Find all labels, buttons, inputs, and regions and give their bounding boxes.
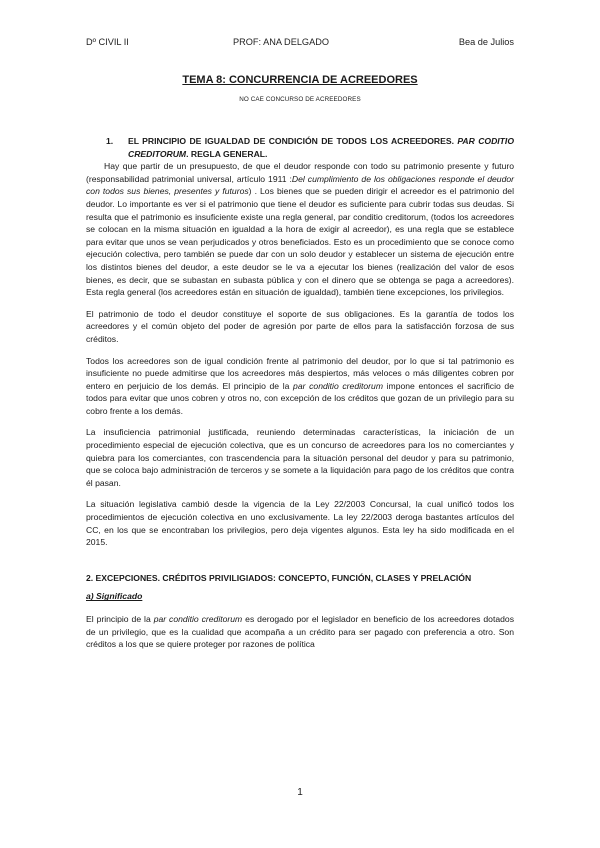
paragraph-6: El principio de la par conditio creditorum es derogado por el legislador en beneficio de los acreedores dotados de un privilegio, que es la cualidad que acompaña a un crédito para ser pagado con preferencia a otro. Son créditos a los que se quiere proteger por razones de política: [86, 614, 514, 650]
document-body: [86, 68, 514, 651]
paragraph-5: La situación legislativa cambió desde la vigencia de la Ley 22/2003 Concursal, la cual unificó todos los procedimientos de ejecución colectiva en uno exclusivamente. La ley 22/2003 deroga bastantes artículos del CC, en los que se encontraban los privilegios, pero deja vigentes algunos. Esta ley ha sido modificada en el 2015.: [86, 499, 514, 548]
paragraph-2: El patrimonio de todo el deudor constituye el soporte de sus obligaciones. Es la garantía de todos los acreedores y el común objeto del poder de agresión por parte de ellos para la satisfacción forzosa de sus créditos.: [86, 308, 514, 344]
header-author: Bea de Julios: [458, 37, 514, 47]
page-header: [86, 37, 514, 51]
page-title: TEMA 8: CONCURRENCIA DE ACREEDORES: [182, 74, 418, 86]
paragraph-3: Todos los acreedores son de igual condición frente al patrimonio del deudor, por lo que si tal patrimonio es insuficiente no puede admitirse que los acreedores más despiertos, más veloces o más diligentes cobren por entero en perjuicio de los demás. El principio de la par conditio creditorum impone entonces el sacrificio de todos para evitar que unos cobren y otros no, con excepción de los créditos que gozan de un privilegio para su cobro frente a los demás.: [86, 355, 514, 416]
header-professor: PROF: ANA DELGADO: [233, 37, 329, 47]
section-1-heading: [86, 135, 514, 160]
section-1-title: EL PRINCIPIO DE IGUALDAD DE CONDICIÓN DE TODOS LOS ACREEDORES. PAR CODITIO CREDITORUM. REGLA GENERAL.: [128, 136, 515, 159]
paragraph-1: Hay que partir de un presupuesto, de que el deudor responde con todo su patrimonio presente y futuro (responsabilidad patrimonial universal, artículo 1911 :Del cumplimiento de los obligaciones responde el deudor con todos sus bienes, presentes y futuros) . Los bienes que se pueden dirigir el acreedor es el patrimonio del deudor. Lo importante es ver si el patrimonio que tiene el deudor es suficiente para cubrir todas sus deudas. Si resulta que el patrimonio es insuficiente existe una regla general, par conditio creditorum, (todos los acreedores se colocan en la misma situación en igualdad a la hora de exigir al acreedor), es una regla que se establece para evitar que unos se vean perjudicados y otros beneficiados. Esto es un procedimiento que se conoce como ejecución colectiva, pero también se puede dar con un solo deudor y establecer un sistema de ejecución entre los distintos bienes del deudor, a este deudor se le va a ejecutar los bienes (realización del valor de esos bienes, es decir, que se subastan en subasta pública y con el dinero que se obtenga se paga a acreedores). Esta regla general (los acreedores están en situación de igualdad), también tiene excepciones, los privilegios.: [86, 161, 515, 298]
section-2-subheading: a) Significado: [86, 591, 143, 602]
section-1-number: 1.: [106, 136, 114, 146]
header-course: Dº CIVIL II: [86, 37, 129, 47]
page-subtitle: NO CAE CONCURSO DE ACREEDORES: [239, 96, 361, 103]
paragraph-4: La insuficiencia patrimonial justificada, reuniendo determinadas características, la iniciación de un procedimiento especial de ejecución colectiva, que es un concurso de acreedores para los no comerciantes y quiebra para los comerciantes, con trascendencia para la situación personal del deudor y para su patrimonio, que se coloca bajo administración de terceros y se somete a la liquidación para pago de los créditos que contra él pasan.: [86, 427, 514, 488]
page-number: 1: [297, 787, 303, 798]
section-2-heading: 2. EXCEPCIONES. CRÉDITOS PRIVILIGIADOS: CONCEPTO, FUNCIÓN, CLASES Y PRELACIÓN: [86, 572, 472, 583]
